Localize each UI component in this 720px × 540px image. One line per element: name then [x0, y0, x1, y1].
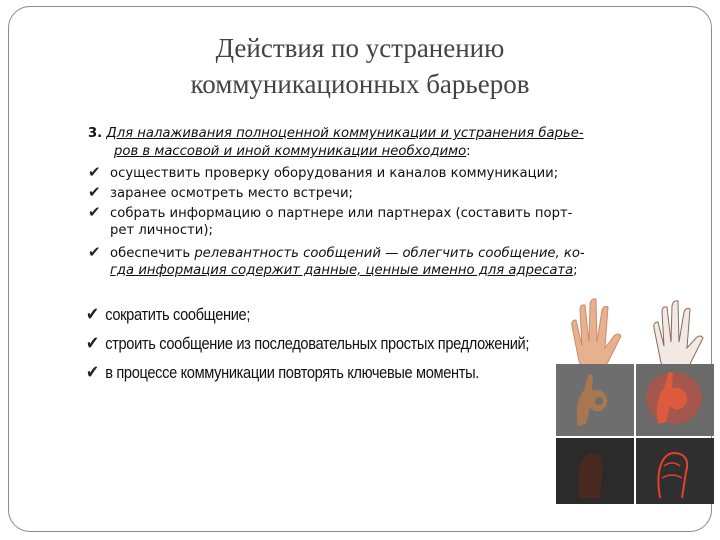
- intro-text-2: ров в массовой и иной коммуникации необходимо: [114, 144, 467, 159]
- check-icon: ✔: [88, 163, 101, 181]
- list-item: [88, 162, 558, 184]
- gesture-images: [556, 286, 714, 504]
- list-item-continuation: [110, 261, 578, 281]
- list-item: [86, 300, 250, 329]
- list-item: [86, 358, 479, 387]
- item-text: сократить сообщение;: [105, 305, 251, 324]
- check-icon: ✔: [86, 333, 99, 353]
- intro-line-2: [114, 142, 471, 162]
- open-palm-hand-icon: [572, 299, 621, 372]
- list-number: 3.: [88, 126, 103, 141]
- item-text: обеспечить: [110, 246, 195, 261]
- item-text: в процессе коммуникации повторять ключевые моменты.: [105, 363, 480, 382]
- intro-line-1: [88, 124, 584, 144]
- check-icon: ✔: [88, 203, 101, 221]
- intro-colon: :: [466, 144, 471, 159]
- check-icon: ✔: [88, 243, 101, 261]
- check-icon: ✔: [86, 304, 99, 324]
- page-title: [0, 30, 720, 102]
- item-text: строить сообщение из последовательных простых предложений;: [105, 334, 530, 353]
- list-item: [86, 329, 529, 358]
- item-text: заранее осмотреть место встречи;: [110, 186, 353, 201]
- item-text-italic: релевантность сообщений — облегчить сообщение, ко-: [194, 246, 585, 261]
- title-line-1: Действия по устранению: [215, 33, 505, 63]
- item-text-italic: гда информация содержит данные, ценные именно для адресата: [110, 263, 574, 278]
- check-icon: ✔: [88, 183, 101, 201]
- dark-panel: [636, 438, 714, 504]
- item-semicolon: ;: [573, 263, 578, 278]
- item-text: осуществить проверку оборудования и каналов коммуникации;: [110, 166, 559, 181]
- title-line-2: коммуникационных барьеров: [190, 69, 530, 99]
- intro-text-1: Для налаживания полноценной коммуникации и устранения барье-: [106, 126, 584, 141]
- list-item: [88, 182, 353, 204]
- gesture-images-svg: [556, 286, 714, 504]
- ok-gesture-red-icon: [646, 372, 702, 424]
- check-icon: ✔: [86, 362, 99, 382]
- item-text: собрать информацию о партнере или партнерах (составить порт-: [110, 206, 573, 221]
- list-item-continuation: рет личности);: [110, 223, 213, 238]
